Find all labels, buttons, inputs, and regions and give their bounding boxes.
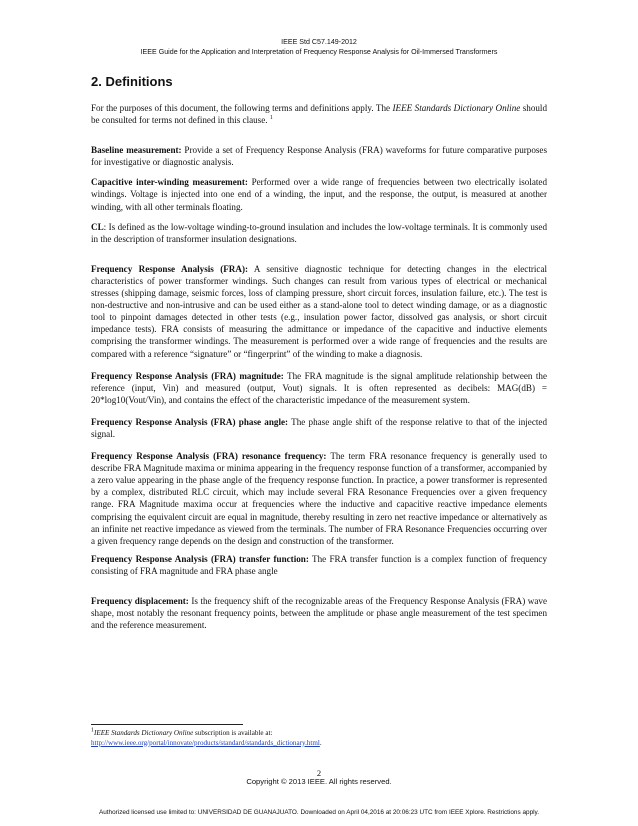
definition-fra-phase-angle bbox=[91, 416, 547, 440]
definition-frequency-displacement bbox=[91, 595, 547, 631]
footnote-dictionary-title: IEEE Standards Dictionary Online bbox=[94, 729, 194, 737]
definition-text: : Is defined as the low-voltage winding-to-ground insulation and includes the low-voltage terminals. It is commonly used in the description of transformer insulation designations. bbox=[91, 221, 547, 244]
footnote-ref[interactable]: 1 bbox=[269, 115, 273, 122]
footnote-period: . bbox=[319, 738, 322, 747]
footnote-line bbox=[91, 729, 551, 739]
definition-text: The phase angle shift of the response relative to that of the injected signal. bbox=[91, 416, 547, 439]
definition-term: Frequency Response Analysis (FRA) magnitude: bbox=[91, 370, 284, 381]
definition-fra-resonance-frequency bbox=[91, 450, 547, 547]
definition-term: CL bbox=[91, 221, 104, 232]
definition-term: Baseline measurement: bbox=[91, 145, 182, 156]
footnote bbox=[91, 729, 551, 748]
footnote-text: subscription is available at: bbox=[193, 729, 273, 737]
intro-text-2: should be consulted for terms not defined in this clause. bbox=[91, 103, 547, 126]
definition-text: Provide a set of Frequency Response Analysis (FRA) waveforms for future comparative purposes for investigative or diagnostic analysis. bbox=[91, 145, 547, 168]
definition-fra bbox=[91, 263, 547, 360]
intro-paragraph bbox=[91, 102, 547, 126]
definition-text: Performed over a wide range of frequencies between two electrically isolated windings. Voltage is injected into one end of a winding, the input, and the response, the output, is measured at another winding, with all other terminals floating. bbox=[91, 177, 547, 212]
definition-term: Frequency Response Analysis (FRA) resonance frequency: bbox=[91, 451, 327, 462]
footnote-number: 1 bbox=[91, 727, 94, 734]
intro-dictionary-title: IEEE Standards Dictionary Online bbox=[392, 103, 521, 113]
header-guide-title: IEEE Guide for the Application and Interpretation of Frequency Response Analysis for Oil-Immersed Transformers bbox=[140, 48, 498, 56]
footnote-link-line bbox=[91, 739, 551, 749]
definition-term: Frequency displacement: bbox=[91, 596, 189, 606]
footnote-divider bbox=[91, 724, 243, 725]
definition-term: Frequency Response Analysis (FRA) phase angle: bbox=[91, 416, 289, 427]
definition-text: The term FRA resonance frequency is generally used to describe FRA Magnitude maxima or minima appearing in the frequency response function of a transformer, accompanied by a zero value appearing in the phase angle of the frequency response function. In practice, a power transformer is represented by a complex, distributed RLC circuit, which may include several FRA Resonance Frequencies over a given frequency range. FRA Magnitude maxima occur at frequencies where the inductive and capacitive reactive impedance elements comprising the equivalent circuit are equal in magnitude, thereby resulting in zero net reactive impedance or alternatively as an infinite net reactive impedance as viewed from the terminals. The number of FRA Resonance Frequencies occurring over a given frequency range depends on the design and construction of the transformer. bbox=[91, 451, 547, 546]
definition-capacitive-inter-winding bbox=[91, 176, 547, 212]
footnote-link[interactable]: http://www.ieee.org/portal/innovate/products/standard/standards_dictionary.html bbox=[91, 738, 320, 747]
copyright-notice: Copyright © 2013 IEEE. All rights reserved. bbox=[246, 777, 392, 786]
main-content bbox=[91, 74, 547, 631]
intro-text: For the purposes of this document, the following terms and definitions apply. The bbox=[91, 103, 393, 113]
header-standard-number: IEEE Std C57.149-2012 bbox=[281, 38, 357, 46]
page-number: 2 bbox=[316, 768, 322, 778]
definition-term: Frequency Response Analysis (FRA): bbox=[91, 263, 249, 274]
authorized-use-notice: Authorized licensed use limited to: UNIVERSIDAD DE GUANAJUATO. Downloaded on April 04,2016 at 20:06:23 UTC from IEEE Xplore. Restrictions apply. bbox=[98, 809, 540, 816]
definition-text: The FRA magnitude is the signal amplitude relationship between the reference (input, Vin) and measured (output, Vout) signals. It is often represented as decibels: MAG(dB) = 20*log10(Vout/Vin), and contains the effect of the characteristic impedance of the measurement system. bbox=[91, 370, 547, 405]
definition-term: Capacitive inter-winding measurement: bbox=[91, 177, 248, 188]
definition-term: Frequency Response Analysis (FRA) transfer function: bbox=[91, 553, 309, 564]
definition-fra-magnitude bbox=[91, 370, 547, 406]
definition-fra-transfer-function bbox=[91, 553, 547, 577]
definition-baseline-measurement bbox=[91, 144, 547, 168]
definition-text: A sensitive diagnostic technique for detecting changes in the electrical characteristics of power transformer windings. Such changes can result from various types of electrical or mechanical stresses (shipping damage, seismic forces, loss of clamping pressure, short circuit forces, insulation failure, etc.). The test is non-destructive and non-intrusive and can be used either as a stand-alone tool to detect winding damage, or as a diagnostic tool to pinpoint damages detected in other tests (e.g., insulation power factor, dissolved gas analysis, or short circuit impedance tests). FRA consists of measuring the admittance or impedance of the capacitive and inductive elements comprising the transformer windings. The measurement is performed over a wide range of frequencies and the results are compared with a reference “signature” or “fingerprint” of the winding to make a diagnosis. bbox=[91, 263, 548, 359]
definition-cl bbox=[91, 221, 547, 245]
section-title: 2. Definitions bbox=[91, 74, 173, 89]
definition-text: The FRA transfer function is a complex function of frequency consisting of FRA magnitude and FRA phase angle bbox=[91, 553, 548, 576]
definition-text: Is the frequency shift of the recognizable areas of the Frequency Response Analysis (FRA) wave shape, most notably the resonant frequency points, between the amplitude or phase angle measurement of the test specimen and the reference measurement. bbox=[91, 596, 547, 631]
